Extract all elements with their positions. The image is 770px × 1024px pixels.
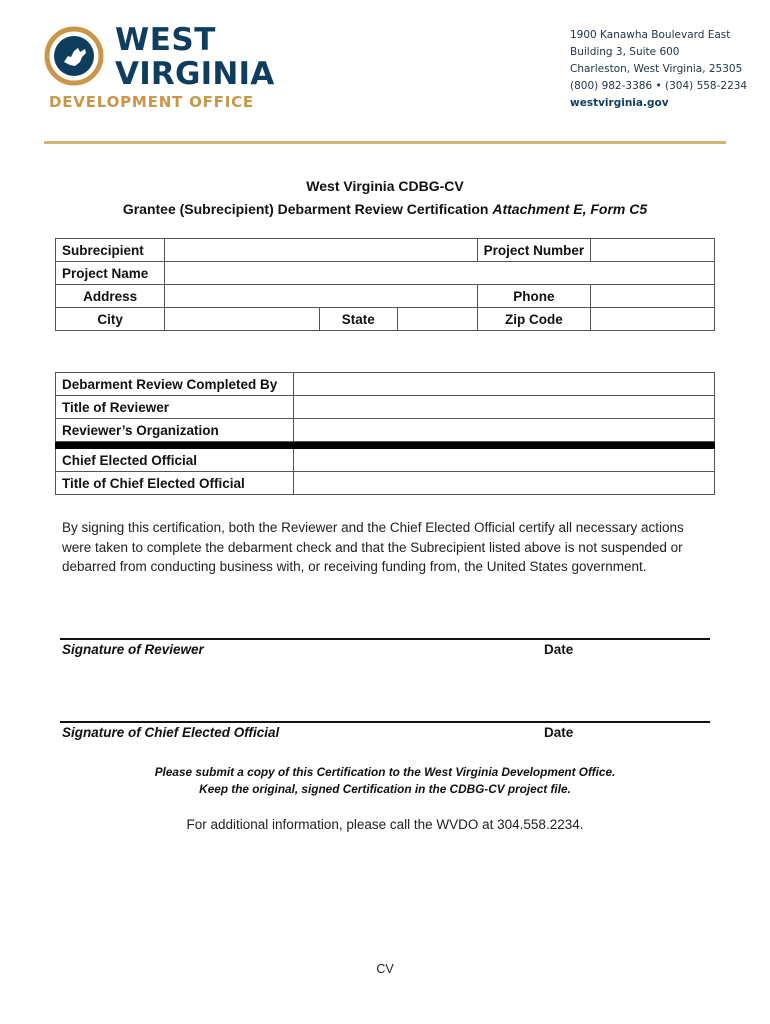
phone-numbers: (800) 982-3386 • (304) 558-2234: [570, 80, 748, 92]
phone-field[interactable]: [591, 285, 715, 308]
subrecipient-field[interactable]: [165, 239, 477, 262]
address-label: Address: [56, 285, 165, 308]
review-info-table: [55, 372, 715, 495]
project-name-label: Project Name: [56, 262, 165, 285]
completed-by-label: Debarment Review Completed By: [56, 373, 294, 396]
form-subtitle-main: Grantee (Subrecipient) Debarment Review Certification: [122, 201, 493, 217]
phone-label: Phone: [477, 285, 591, 308]
certification-text: By signing this certification, both the Reviewer and the Chief Elected Official certify all necessary actions were taken to complete the debarment check and that the Subrecipient listed above is not suspended or debarred from conducting business with, or receiving funding from, the United States government.: [62, 520, 684, 574]
project-number-field[interactable]: [591, 239, 715, 262]
brand-development-office: DEVELOPMENT OFFICE: [49, 93, 254, 111]
reviewer-org-field[interactable]: [293, 419, 714, 442]
project-number-label: Project Number: [477, 239, 591, 262]
chief-signature-line[interactable]: [60, 721, 710, 723]
project-info-table: [55, 238, 715, 331]
chief-official-field[interactable]: [293, 449, 714, 472]
project-name-field[interactable]: [165, 262, 715, 285]
submit-note: Please submit a copy of this Certification to the West Virginia Development Office.: [154, 765, 616, 779]
section-divider-bar: [56, 442, 715, 449]
footer-code: CV: [376, 962, 394, 976]
brand-virginia: VIRGINIA: [115, 56, 275, 92]
zip-label: Zip Code: [477, 308, 591, 331]
contact-info: For additional information, please call the WVDO at 304.558.2234.: [186, 817, 584, 832]
state-label: State: [319, 308, 397, 331]
keep-original-note: Keep the original, signed Certification in the CDBG-CV project file.: [199, 782, 571, 796]
title-of-reviewer-label: Title of Reviewer: [56, 396, 294, 419]
header-divider: [44, 141, 726, 144]
reviewer-signature-label: Signature of Reviewer: [62, 642, 204, 657]
reviewer-org-label: Reviewer’s Organization: [56, 419, 294, 442]
form-subtitle-attachment: Attachment E, Form C5: [492, 201, 648, 217]
website-link[interactable]: westvirginia.gov: [570, 97, 669, 109]
title-of-chief-field[interactable]: [293, 472, 714, 495]
subrecipient-label: Subrecipient: [56, 239, 165, 262]
reviewer-date-label: Date: [544, 642, 574, 657]
city-label: City: [56, 308, 165, 331]
reviewer-signature-line[interactable]: [60, 638, 710, 640]
zip-field[interactable]: [591, 308, 715, 331]
city-field[interactable]: [165, 308, 320, 331]
form-subtitle: [0, 201, 770, 217]
title-of-chief-label: Title of Chief Elected Official: [56, 472, 294, 495]
brand-west: WEST: [115, 22, 216, 58]
wv-state-logo-icon: [44, 26, 104, 86]
title-of-reviewer-field[interactable]: [293, 396, 714, 419]
completed-by-field[interactable]: [293, 373, 714, 396]
address-line-1: 1900 Kanawha Boulevard East: [570, 29, 731, 41]
form-title: West Virginia CDBG-CV: [306, 178, 464, 194]
address-line-2: Building 3, Suite 600: [570, 46, 680, 58]
chief-date-label: Date: [544, 725, 574, 740]
chief-signature-label: Signature of Chief Elected Official: [62, 725, 280, 740]
state-field[interactable]: [397, 308, 477, 331]
chief-official-label: Chief Elected Official: [56, 449, 294, 472]
address-line-3: Charleston, West Virginia, 25305: [570, 63, 743, 75]
address-field[interactable]: [165, 285, 477, 308]
